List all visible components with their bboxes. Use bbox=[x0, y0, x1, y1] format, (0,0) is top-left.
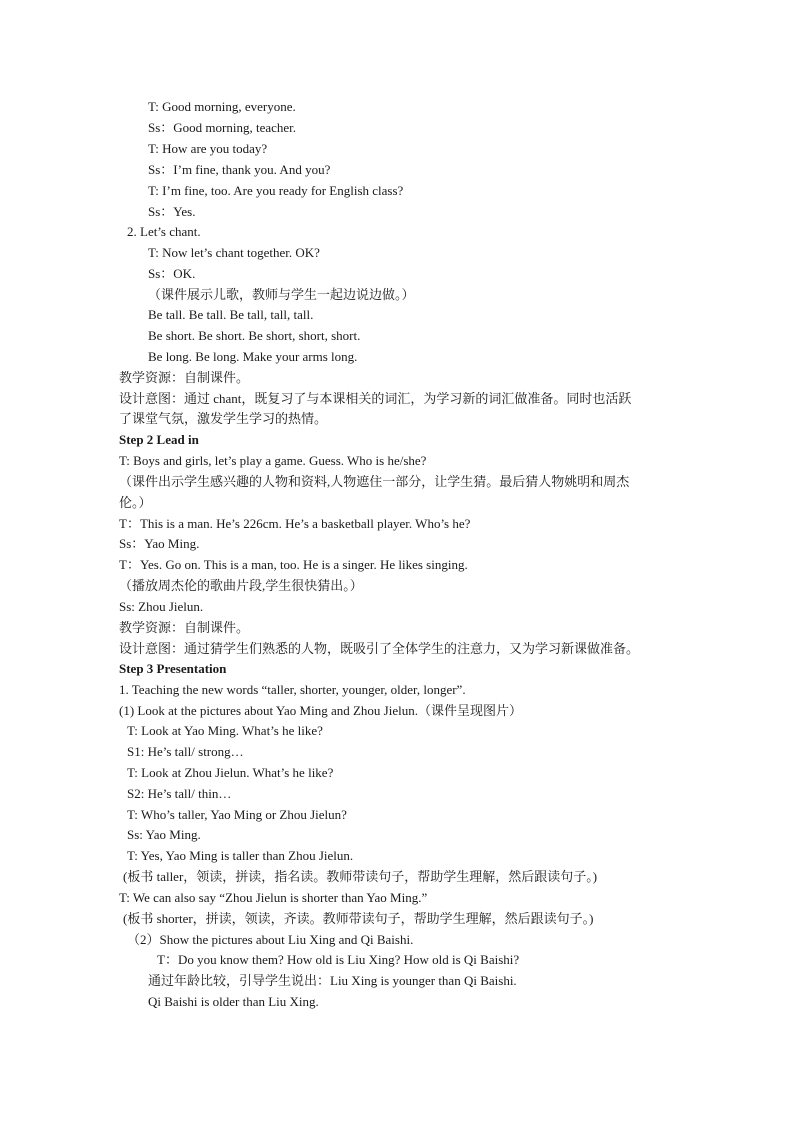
note-line: （课件展示儿歌，教师与学生一起边说边做。） bbox=[148, 287, 415, 302]
note-line: 通过年龄比较，引导学生说出：Liu Xing is younger than Qi Baishi. bbox=[148, 973, 517, 988]
dialogue-line: T: How are you today? bbox=[148, 141, 268, 156]
section-item: （2）Show the pictures about Liu Xing and Qi Baishi. bbox=[127, 932, 414, 947]
step-heading: Step 3 Presentation bbox=[119, 661, 227, 676]
dialogue-line: T: Look at Zhou Jielun. What’s he like? bbox=[127, 765, 334, 780]
note-line: （课件出示学生感兴趣的人物和资料,人物遮住一部分，让学生猜。最后猜人物姚明和周杰 bbox=[119, 474, 630, 489]
section-item: (1) Look at the pictures about Yao Ming and Zhou Jielun.（课件呈现图片） bbox=[119, 703, 522, 718]
dialogue-line: T：Yes. Go on. This is a man, too. He is a singer. He likes singing. bbox=[119, 557, 468, 572]
design-intent-line: 设计意图：通过 chant，既复习了与本课相关的词汇，为学习新的词汇做准备。同时也活跃 bbox=[119, 391, 632, 406]
resource-line: 教学资源：自制课件。 bbox=[119, 370, 250, 385]
dialogue-line: T: Yes, Yao Ming is taller than Zhou Jielun. bbox=[127, 848, 354, 863]
dialogue-line: Ss：Yes. bbox=[148, 204, 196, 219]
dialogue-line: T：Do you know them? How old is Liu Xing? How old is Qi Baishi? bbox=[157, 952, 520, 967]
dialogue-line: T: We can also say “Zhou Jielun is shorter than Yao Ming.” bbox=[119, 890, 428, 905]
design-intent-line: 了课堂气氛，激发学生学习的热情。 bbox=[119, 411, 328, 426]
dialogue-line: T: Who’s taller, Yao Ming or Zhou Jielun? bbox=[127, 807, 347, 822]
dialogue-line: Ss：OK. bbox=[148, 266, 196, 281]
section-item: 2. Let’s chant. bbox=[127, 224, 201, 239]
resource-line: 教学资源：自制课件。 bbox=[119, 620, 250, 635]
note-line: (板书 shorter，拼读，领读，齐读。教师带读句子，帮助学生理解，然后跟读句子。) bbox=[123, 911, 594, 926]
dialogue-line: Qi Baishi is older than Liu Xing. bbox=[148, 994, 319, 1009]
dialogue-line: Ss：I’m fine, thank you. And you? bbox=[148, 162, 331, 177]
section-item: 1. Teaching the new words “taller, shorter, younger, older, longer”. bbox=[119, 682, 466, 697]
dialogue-line: T: Now let’s chant together. OK? bbox=[148, 245, 320, 260]
dialogue-line: T：This is a man. He’s 226cm. He’s a basketball player. Who’s he? bbox=[119, 516, 471, 531]
step-heading: Step 2 Lead in bbox=[119, 432, 199, 447]
design-intent-line: 设计意图：通过猜学生们熟悉的人物，既吸引了全体学生的注意力，又为学习新课做准备。 bbox=[119, 641, 640, 656]
dialogue-line: Ss: Yao Ming. bbox=[127, 827, 201, 842]
dialogue-line: Ss: Zhou Jielun. bbox=[119, 599, 204, 614]
chant-line: Be tall. Be tall. Be tall, tall, tall. bbox=[148, 307, 314, 322]
dialogue-line: S1: He’s tall/ strong… bbox=[127, 744, 244, 759]
note-line: 伦。） bbox=[119, 495, 152, 510]
chant-line: Be short. Be short. Be short, short, short. bbox=[148, 328, 361, 343]
dialogue-line: Ss：Good morning, teacher. bbox=[148, 120, 297, 135]
note-line: (板书 taller，领读，拼读，指名读。教师带读句子，帮助学生理解，然后跟读句子。) bbox=[123, 869, 598, 884]
dialogue-line: T: Look at Yao Ming. What’s he like? bbox=[127, 723, 323, 738]
note-line: （播放周杰伦的歌曲片段,学生很快猜出。） bbox=[119, 578, 363, 593]
dialogue-line: T: I’m fine, too. Are you ready for English class? bbox=[148, 183, 404, 198]
dialogue-line: Ss：Yao Ming. bbox=[119, 536, 200, 551]
chant-line: Be long. Be long. Make your arms long. bbox=[148, 349, 358, 364]
dialogue-line: T: Good morning, everyone. bbox=[148, 99, 296, 114]
dialogue-line: S2: He’s tall/ thin… bbox=[127, 786, 232, 801]
dialogue-line: T: Boys and girls, let’s play a game. Guess. Who is he/she? bbox=[119, 453, 427, 468]
